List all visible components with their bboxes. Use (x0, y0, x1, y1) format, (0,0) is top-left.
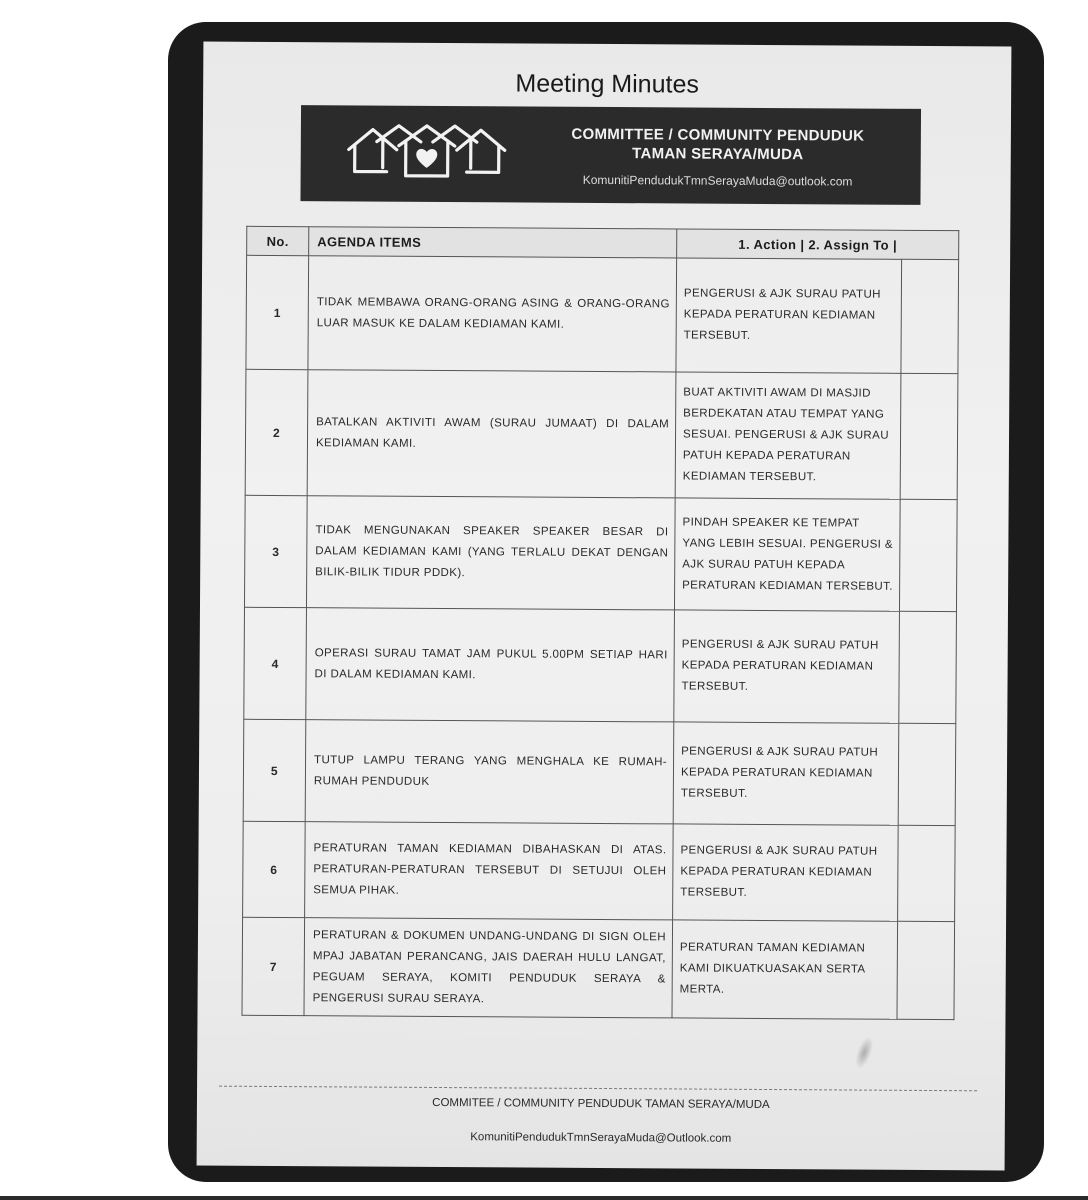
row-number: 4 (244, 607, 307, 719)
empty-cell (899, 611, 957, 723)
table-row (244, 607, 957, 723)
agenda-item: TIDAK MENGUNAKAN SPEAKER SPEAKER BESAR DI DALAM KEDIAMAN KAMI (YANG TERLALU DEKAT DENGAN BILIK-BILIK TIDUR PDDK). (306, 496, 675, 610)
footer-title: COMMITEE / COMMUNITY PENDUDUK TAMAN SERAYA/MUDA (432, 1096, 770, 1112)
empty-cell (900, 373, 958, 499)
houses-with-heart-icon (343, 119, 511, 182)
table-row (244, 495, 957, 611)
agenda-item: OPERASI SURAU TAMAT JAM PUKUL 5.00PM SETIAP HARI DI DALAM KEDIAMAN KAMI. (306, 608, 675, 722)
table-row (243, 719, 956, 825)
agenda-item: TIDAK MEMBAWA ORANG-ORANG ASING & ORANG-ORANG LUAR MASUK KE DALAM KEDIAMAN KAMI. (308, 256, 677, 372)
banner-title (523, 124, 913, 164)
committee-banner (300, 105, 921, 205)
table-row (245, 369, 958, 499)
action-assign: PENGERUSI & AJK SURAU PATUH KEPADA PERATURAN KEDIAMAN TERSEBUT. (674, 610, 900, 723)
banner-title-line2: TAMAN SERAYA/MUDA (632, 145, 804, 164)
table-row (242, 917, 955, 1019)
banner-email: KomunitiPendudukTmnSerayaMuda@outlook.com (582, 172, 853, 189)
table-row (243, 821, 956, 921)
agenda-item: TUTUP LAMPU TERANG YANG MENGHALA KE RUMAH-RUMAH PENDUDUK (305, 720, 674, 824)
row-number: 5 (243, 719, 306, 821)
row-number: 6 (243, 821, 306, 917)
row-number: 2 (245, 369, 308, 495)
bottom-divider (0, 1196, 1088, 1200)
agenda-item: PERATURAN TAMAN KEDIAMAN DIBAHASKAN DI ATAS. PERATURAN-PERATURAN TERSEBUT DI SETUJUI OLEH SEMUA PIHAK. (305, 822, 674, 920)
ink-smudge (852, 1034, 877, 1071)
agenda-item: BATALKAN AKTIVITI AWAM (SURAU JUMAAT) DI DALAM KEDIAMAN KAMI. (307, 370, 676, 498)
table-row (246, 255, 959, 373)
action-assign: PENGERUSI & AJK SURAU PATUH KEPADA PERATURAN KEDIAMAN TERSEBUT. (676, 258, 902, 373)
header-no: No. (247, 226, 309, 255)
table-header-row (247, 226, 959, 259)
empty-cell (898, 825, 956, 921)
action-assign: PENGERUSI & AJK SURAU PATUH KEPADA PERATURAN KEDIAMAN TERSEBUT. (673, 722, 899, 825)
header-agenda-items: AGENDA ITEMS (309, 227, 677, 258)
row-number: 7 (242, 917, 305, 1015)
agenda-table (241, 226, 959, 1020)
empty-cell (899, 499, 957, 611)
empty-cell (897, 921, 955, 1019)
row-number: 1 (246, 255, 309, 369)
document-page (197, 42, 1012, 1171)
empty-cell (901, 259, 959, 373)
action-assign: BUAT AKTIVITI AWAM DI MASJID BERDEKATAN ATAU TEMPAT YANG SESUAI. PENGERUSI & AJK SURAU PATUH KEPADA PERATURAN KEDIAMAN TERSEBUT. (675, 372, 901, 499)
empty-cell (898, 723, 956, 825)
footer-email: KomunitiPendudukTmnSerayaMuda@Outlook.com (470, 1131, 732, 1145)
banner-title-line1: COMMITTEE / COMMUNITY PENDUDUK (571, 125, 865, 145)
row-number: 3 (244, 495, 307, 607)
action-assign: PENGERUSI & AJK SURAU PATUH KEPADA PERATURAN KEDIAMAN TERSEBUT. (673, 824, 899, 921)
agenda-item: PERATURAN & DOKUMEN UNDANG-UNDANG DI SIGN OLEH MPAJ JABATAN PERANCANG, JAIS DAERAH HULU LANGAT, PEGUAM SERAYA, KOMITI PENDUDUK SERAYA & PENGERUSI SURAU SERAYA. (304, 918, 673, 1018)
document-title: Meeting Minutes (515, 69, 699, 99)
header-action-assign: 1. Action | 2. Assign To | (677, 229, 959, 260)
action-assign: PERATURAN TAMAN KEDIAMAN KAMI DIKUATKUASAKAN SERTA MERTA. (672, 920, 898, 1019)
footer-divider (219, 1086, 977, 1092)
action-assign: PINDAH SPEAKER KE TEMPAT YANG LEBIH SESUAI. PENGERUSI & AJK SURAU PATUH KEPADA PERATURAN KEDIAMAN TERSEBUT. (674, 498, 900, 611)
